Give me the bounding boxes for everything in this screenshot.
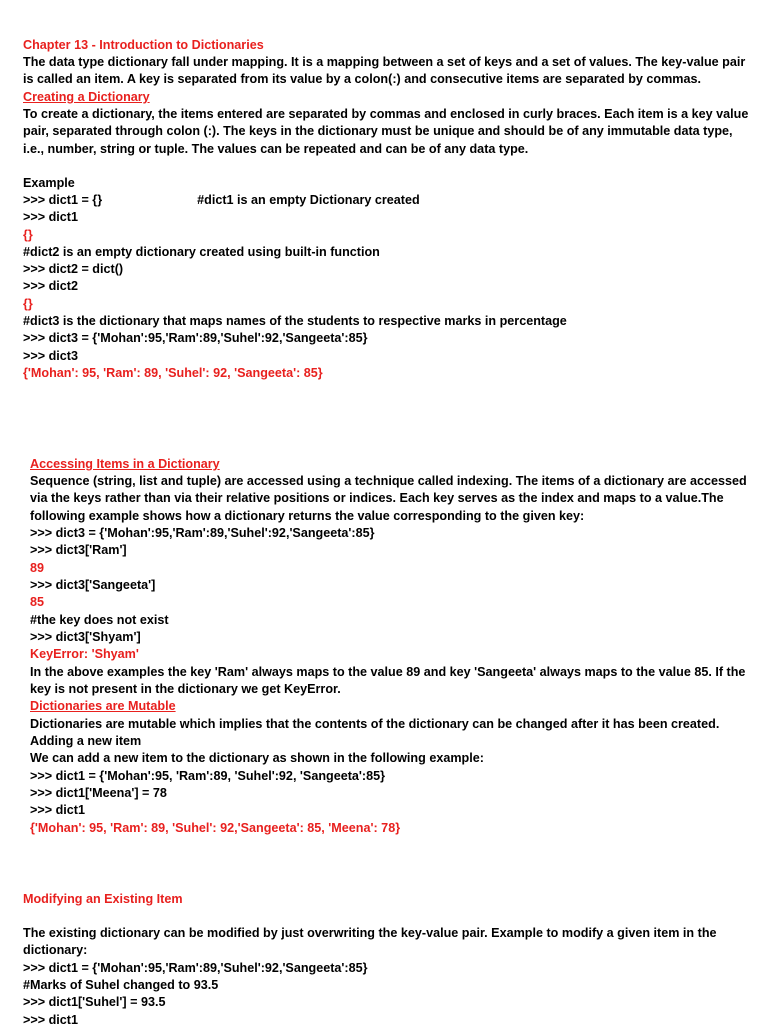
accessing-body-line-2: via the keys rather than via their relative positions or indices. Each key serves as the index and maps to a value.The [30, 491, 724, 505]
code-output: {'Mohan': 95, 'Ram': 89, 'Suhel': 92,'Sangeeta': 85, 'Meena': 78} [30, 821, 401, 835]
code-output: {} [23, 297, 33, 311]
code-comment: #the key does not exist [30, 613, 169, 627]
code-comment: #dict2 is an empty dictionary created using built-in function [23, 245, 380, 259]
code-line: >>> dict1['Suhel'] = 93.5 [23, 995, 166, 1009]
code-line: >>> dict3['Shyam'] [30, 630, 141, 644]
mutable-body: Dictionaries are mutable which implies that the contents of the dictionary can be changed after it has been created. [30, 717, 720, 731]
adding-body: We can add a new item to the dictionary as shown in the following example: [30, 751, 484, 765]
code-line: >>> dict1['Meena'] = 78 [30, 786, 167, 800]
accessing-body-line-1: Sequence (string, list and tuple) are accessed using a technique called indexing. The items of a dictionary are accessed [30, 474, 747, 488]
code-comment: #dict1 is an empty Dictionary created [197, 193, 420, 207]
code-line: >>> dict3['Sangeeta'] [30, 578, 156, 592]
modifying-body-line-2: dictionary: [23, 943, 88, 957]
accessing-note-line-1: In the above examples the key 'Ram' always maps to the value 89 and key 'Sangeeta' always maps to the value 85. If the [30, 665, 746, 679]
example-label: Example [23, 176, 75, 190]
chapter-title: Chapter 13 - Introduction to Dictionaries [23, 38, 264, 52]
heading-dictionaries-mutable: Dictionaries are Mutable [30, 699, 176, 713]
code-line: >>> dict3 = {'Mohan':95,'Ram':89,'Suhel':92,'Sangeeta':85} [30, 526, 375, 540]
code-line: >>> dict1 [23, 210, 78, 224]
heading-creating-dictionary: Creating a Dictionary [23, 90, 150, 104]
modifying-body-line-1: The existing dictionary can be modified by just overwriting the key-value pair. Example to modify a given item in the [23, 926, 717, 940]
creating-body-line-1: To create a dictionary, the items entered are separated by commas and enclosed in curly braces. Each item is a key value [23, 107, 749, 121]
code-comment: #dict3 is the dictionary that maps names of the students to respective marks in percentage [23, 314, 567, 328]
code-output: KeyError: 'Shyam' [30, 647, 139, 661]
heading-modifying-item: Modifying an Existing Item [23, 892, 183, 906]
code-line: >>> dict2 = dict() [23, 262, 124, 276]
heading-accessing-items: Accessing Items in a Dictionary [30, 457, 220, 471]
code-output: 89 [30, 561, 45, 575]
code-comment: #Marks of Suhel changed to 93.5 [23, 978, 219, 992]
creating-body-line-3: i.e., number, string or tuple. The values can be repeated and can be of any data type. [23, 142, 529, 156]
code-text: >>> dict1 = {} [23, 193, 103, 207]
creating-body-line-2: pair, separated through colon (:). The keys in the dictionary must be unique and should be of any immutable data type, [23, 124, 733, 138]
code-line: >>> dict1 = {'Mohan':95, 'Ram':89, 'Suhel':92, 'Sangeeta':85} [30, 769, 386, 783]
intro-line-1: The data type dictionary fall under mapping. It is a mapping between a set of keys and a set of values. The key-value pair [23, 55, 746, 69]
code-line: >>> dict3 [23, 349, 78, 363]
accessing-body-line-3: following example shows how a dictionary returns the value corresponding to the given key: [30, 509, 585, 523]
code-output: 85 [30, 595, 45, 609]
code-output: {'Mohan': 95, 'Ram': 89, 'Suhel': 92, 'Sangeeta': 85} [23, 366, 323, 380]
code-line: >>> dict1 = {'Mohan':95,'Ram':89,'Suhel':92,'Sangeeta':85} [23, 961, 368, 975]
code-line: >>> dict2 [23, 279, 78, 293]
intro-line-2: is called an item. A key is separated from its value by a colon(:) and consecutive items are separated by commas. [23, 72, 701, 86]
code-output: {} [23, 228, 33, 242]
code-line [23, 192, 752, 209]
code-line: >>> dict3['Ram'] [30, 543, 127, 557]
subheading-adding-item: Adding a new item [30, 734, 142, 748]
accessing-note-line-2: key is not present in the dictionary we get KeyError. [30, 682, 341, 696]
code-line: >>> dict1 [23, 1013, 78, 1027]
code-line: >>> dict3 = {'Mohan':95,'Ram':89,'Suhel':92,'Sangeeta':85} [23, 331, 368, 345]
code-line: >>> dict1 [30, 803, 85, 817]
